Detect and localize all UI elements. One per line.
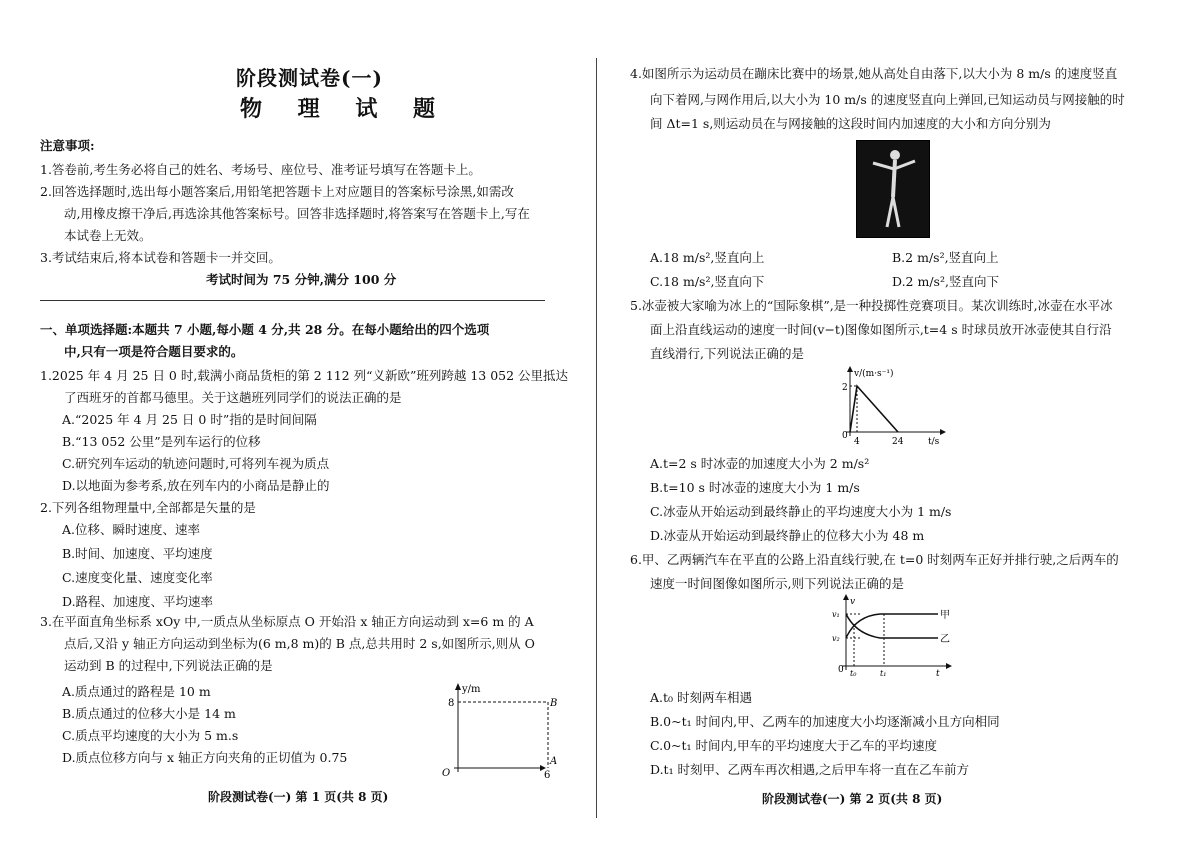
page-footer: 阶段测试卷(一) 第 2 页(共 8 页) — [762, 792, 943, 806]
page-divider — [596, 58, 597, 818]
series-label-yi: 乙 — [940, 634, 950, 645]
point-label-a: A — [550, 756, 558, 767]
q3-stem: 3.在平面直角坐标系 xOy 中,一质点从坐标原点 O 开始沿 x 轴正方向运动到 x=6 m 的 A — [40, 614, 534, 629]
q2-option-d: D.路程、加速度、平均速率 — [62, 594, 214, 609]
q5-option-c: C.冰壶从开始运动到最终静止的平均速度大小为 1 m/s — [650, 504, 952, 519]
y-axis-arrow — [455, 683, 461, 690]
q1-stem: 了西班牙的首都马德里。关于这趟班列同学们的说法正确的是 — [64, 390, 402, 405]
q2-stem: 2.下列各组物理量中,全部都是矢量的是 — [40, 500, 256, 515]
q6-option-a: A.t₀ 时刻两车相遇 — [650, 690, 753, 705]
q4-stem: 4.如图所示为运动员在蹦床比赛中的场景,她从高处自由落下,以大小为 8 m/s 的速度竖直 — [630, 66, 1118, 81]
v-axis-arrow — [847, 366, 853, 372]
notice-line: 1.答卷前,考生务必将自己的姓名、考场号、座位号、准考证号填写在答题卡上。 — [40, 162, 481, 177]
tick-label: 8 — [448, 698, 455, 709]
q4-option-c: C.18 m/s²,竖直向下 — [650, 274, 765, 289]
v-axis-label: v/(m·s⁻¹) — [854, 369, 894, 379]
tick-label: v₁ — [832, 610, 840, 619]
q6-stem: 6.甲、乙两辆汽车在平直的公路上沿直线行驶,在 t=0 时刻两车正好并排行驶,之后两车的 — [630, 552, 1119, 567]
page-footer: 阶段测试卷(一) 第 1 页(共 8 页) — [208, 790, 389, 804]
t-axis-label: t/s — [928, 437, 940, 447]
origin-label: 0 — [838, 665, 844, 675]
left-page — [40, 0, 569, 847]
q1-option-d: D.以地面为参考系,放在列车内的小商品是静止的 — [62, 478, 330, 493]
page-title: 阶段测试卷(一) — [236, 66, 383, 90]
section-heading: 中,只有一项是符合题目要求的。 — [64, 344, 244, 359]
exam-time: 考试时间为 75 分钟,满分 100 分 — [206, 272, 397, 287]
right-page — [630, 0, 1170, 847]
tick-label: 4 — [854, 437, 860, 447]
tick-label: t₀ — [850, 669, 857, 678]
q3-option-a: A.质点通过的路程是 10 m — [62, 684, 211, 699]
q4-stem: 向下着网,与网作用后,以大小为 10 m/s 的速度竖直向上弹回,已知运动员与网接触的时 — [650, 92, 1125, 107]
page-subtitle: 物 理 试 题 — [240, 96, 449, 122]
q5-option-b: B.t=10 s 时冰壶的速度大小为 1 m/s — [650, 480, 860, 495]
notice-heading: 注意事项: — [40, 138, 95, 153]
q3-coordinate-figure — [440, 680, 558, 781]
q2-option-b: B.时间、加速度、平均速度 — [62, 546, 213, 561]
q4-stem: 间 Δt=1 s,则运动员在与网接触的这段时间内加速度的大小和方向分别为 — [650, 116, 1051, 131]
t-axis-arrow — [940, 429, 946, 435]
q5-option-a: A.t=2 s 时冰壶的加速度大小为 2 m/s² — [650, 456, 870, 471]
curve-yi — [846, 614, 938, 638]
notice-line: 3.考试结束后,将本试卷和答题卡一并交回。 — [40, 250, 281, 265]
q3-stem: 运动到 B 的过程中,下列说法正确的是 — [64, 658, 273, 673]
q4-option-d: D.2 m/s²,竖直向下 — [892, 274, 999, 289]
athlete-figure-icon — [857, 141, 929, 237]
t-axis-arrow — [946, 663, 952, 669]
q3-option-c: C.质点平均速度的大小为 5 m.s — [62, 728, 239, 743]
q5-stem: 面上沿直线运动的速度一时间(v−t)图像如图所示,t=4 s 时球员放开冰壶使其自行沿 — [650, 322, 1112, 337]
curve-jia — [846, 614, 938, 638]
origin-label: O — [442, 768, 451, 779]
notice-line: 2.回答选择题时,选出每小题答案后,用铅笔把答题卡上对应题目的答案标号涂黑,如需改 — [40, 184, 514, 199]
origin-label: 0 — [842, 431, 848, 441]
q5-stem: 直线滑行,下列说法正确的是 — [650, 346, 804, 361]
q6-stem: 速度一时间图像如图所示,则下列说法正确的是 — [650, 576, 904, 591]
q3-stem: 点后,又沿 y 轴正方向运动到坐标为(6 m,8 m)的 B 点,总共用时 2 s,如图所示,则从 O — [64, 636, 535, 651]
series-label-jia: 甲 — [940, 610, 950, 621]
q4-option-a: A.18 m/s²,竖直向上 — [650, 250, 765, 265]
q5-vt-graph — [830, 366, 950, 446]
q4-option-b: B.2 m/s²,竖直向上 — [892, 250, 999, 265]
q6-option-d: D.t₁ 时刻甲、乙两车再次相遇,之后甲车将一直在乙车前方 — [650, 762, 970, 777]
t-axis-label: t — [936, 669, 940, 679]
tick-label: 24 — [892, 437, 904, 447]
v-axis-arrow — [843, 594, 849, 600]
q1-option-b: B.“13 052 公里”是列车运行的位移 — [62, 434, 261, 449]
notice-line: 动,用橡皮擦干净后,再选涂其他答案标号。回答非选择题时,将答案写在答题卡上,写在 — [64, 206, 530, 221]
q6-option-c: C.0~t₁ 时间内,甲车的平均速度大于乙车的平均速度 — [650, 738, 938, 753]
q1-option-a: A.“2025 年 4 月 25 日 0 时”指的是时间间隔 — [62, 412, 317, 427]
q5-stem: 5.冰壶被大家喻为冰上的“国际象棋”,是一种投掷性竞赛项目。某次训练时,冰壶在水平冰 — [630, 298, 1113, 313]
tick-label: 6 — [544, 770, 551, 781]
tick-label: t₁ — [880, 669, 887, 678]
divider-line — [40, 300, 545, 301]
q2-option-c: C.速度变化量、速度变化率 — [62, 570, 213, 585]
q1-stem: 1.2025 年 4 月 25 日 0 时,载满小商品货柜的第 2 112 列“义新欧”班列跨越 13 052 公里抵达 — [40, 368, 569, 383]
section-heading: 一、单项选择题:本题共 7 小题,每小题 4 分,共 28 分。在每小题给出的四个选项 — [40, 322, 490, 337]
q6-option-b: B.0~t₁ 时间内,甲、乙两车的加速度大小均逐渐减小且方向相同 — [650, 714, 1000, 729]
q2-option-a: A.位移、瞬时速度、速率 — [62, 522, 201, 537]
v-axis-label: v — [850, 597, 856, 607]
point-label-b: B — [550, 698, 558, 709]
notice-line: 本试卷上无效。 — [64, 228, 152, 243]
y-axis-label: y/m — [462, 684, 481, 695]
q3-option-d: D.质点位移方向与 x 轴正方向夹角的正切值为 0.75 — [62, 750, 348, 765]
q3-option-b: B.质点通过的位移大小是 14 m — [62, 706, 236, 721]
velocity-line — [850, 386, 898, 432]
tick-label: v₂ — [832, 634, 840, 643]
trampoline-photo — [856, 140, 930, 238]
q1-option-c: C.研究列车运动的轨迹问题时,可将列车视为质点 — [62, 456, 330, 471]
tick-label: 2 — [842, 383, 848, 393]
q6-vt-graph — [826, 594, 956, 678]
q5-option-d: D.冰壶从开始运动到最终静止的位移大小为 48 m — [650, 528, 925, 543]
